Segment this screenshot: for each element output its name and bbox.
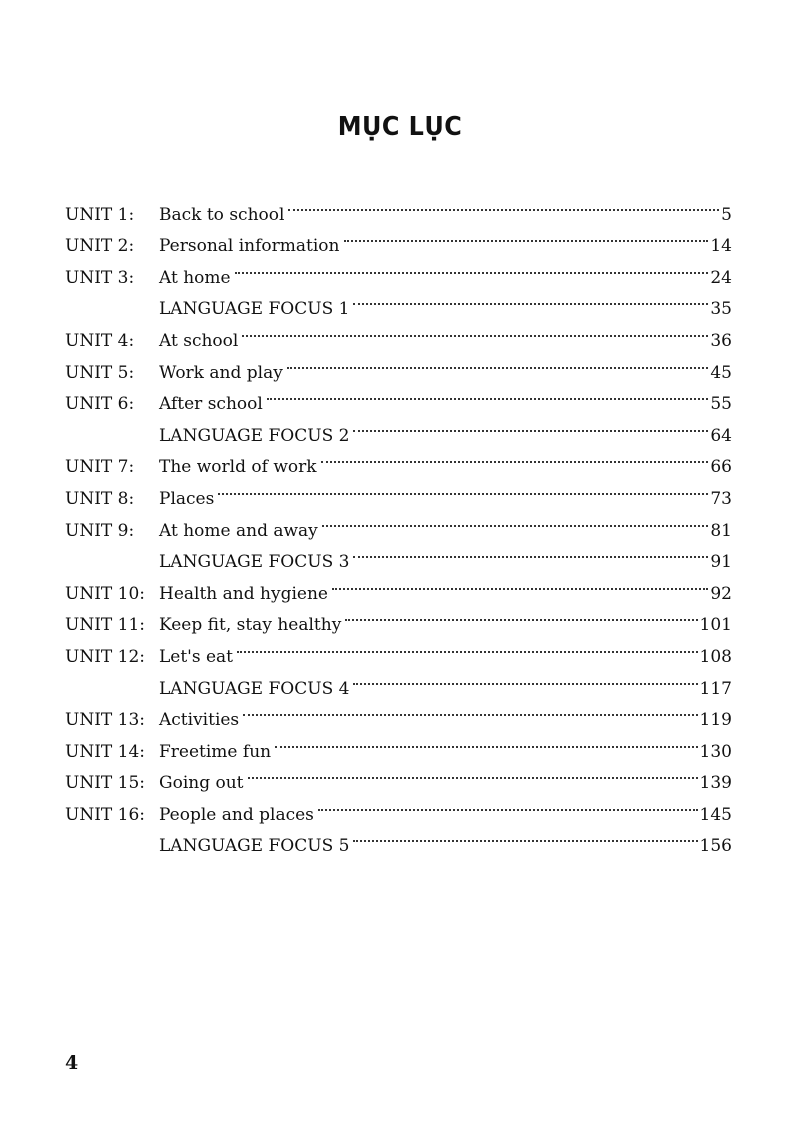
toc-unit-label: UNIT 11: (65, 615, 146, 636)
toc-entry-title: The world of work (159, 457, 317, 478)
toc-unit-label: UNIT 1: (65, 204, 135, 225)
toc-page-number: 36 (710, 330, 732, 351)
toc-unit-label: UNIT 15: (65, 773, 146, 794)
toc-entry-title: At school (159, 330, 239, 351)
toc-page-number: 156 (699, 836, 732, 857)
toc-unit-label: UNIT 2: (65, 236, 135, 257)
toc-page-number: 55 (710, 394, 732, 415)
dot-leader (353, 409, 708, 441)
toc-page-number: 66 (710, 457, 732, 478)
dot-leader (243, 694, 697, 726)
toc-entry-title: Places (159, 488, 215, 509)
toc-entry-title: LANGUAGE FOCUS 3 (159, 552, 350, 573)
toc-unit-label: UNIT 10: (65, 583, 146, 604)
table-of-contents (65, 188, 732, 857)
toc-unit-label: UNIT 3: (65, 267, 135, 288)
toc-unit-label: UNIT 13: (65, 710, 146, 731)
toc-page-number: 145 (699, 804, 732, 825)
toc-entry-title: After school (159, 394, 263, 415)
toc-entry-title: LANGUAGE FOCUS 1 (159, 299, 350, 320)
toc-unit-label: UNIT 12: (65, 646, 146, 667)
dot-leader (353, 820, 697, 852)
dot-leader (248, 757, 698, 789)
toc-page-number: 5 (721, 204, 732, 225)
toc-page-number: 73 (710, 488, 732, 509)
toc-unit-label: UNIT 5: (65, 362, 135, 383)
toc-page-number: 117 (699, 678, 732, 699)
toc-page-number: 101 (699, 615, 732, 636)
page-title: MỤC LỤC (337, 112, 463, 142)
toc-entry-title: At home and away (159, 520, 318, 541)
dot-leader (318, 788, 698, 820)
toc-unit-label: UNIT 8: (65, 488, 135, 509)
dot-leader (242, 314, 708, 346)
page-number: 4 (65, 1052, 79, 1074)
dot-leader (275, 725, 697, 757)
dot-leader (321, 441, 709, 473)
dot-leader (235, 251, 709, 283)
toc-entry-title: People and places (159, 804, 314, 825)
toc-entry-title: LANGUAGE FOCUS 5 (159, 836, 350, 857)
toc-page-number: 45 (710, 362, 732, 383)
dot-leader (353, 662, 697, 694)
toc-page-number: 119 (699, 710, 732, 731)
dot-leader (332, 567, 708, 599)
toc-entry-title: LANGUAGE FOCUS 4 (159, 678, 350, 699)
dot-leader (345, 599, 697, 631)
dot-leader (267, 378, 709, 410)
dot-leader (322, 504, 709, 536)
toc-entry-title: Going out (159, 773, 244, 794)
dot-leader (344, 220, 709, 252)
toc-page-number: 64 (710, 425, 732, 446)
toc-unit-label: UNIT 14: (65, 741, 146, 762)
toc-entry-title: Health and hygiene (159, 583, 328, 604)
dot-leader (218, 472, 708, 504)
toc-page-number: 130 (699, 741, 732, 762)
toc-page-number: 81 (710, 520, 732, 541)
dot-leader (353, 536, 708, 568)
toc-page-number: 24 (710, 267, 732, 288)
toc-page-number: 91 (710, 552, 732, 573)
toc-unit-label: UNIT 6: (65, 394, 135, 415)
toc-entry-title: Work and play (159, 362, 283, 383)
toc-page-number: 139 (699, 773, 732, 794)
toc-entry-title: At home (159, 267, 231, 288)
toc-unit-label: UNIT 9: (65, 520, 135, 541)
toc-entry-title: Freetime fun (159, 741, 272, 762)
dot-leader (287, 346, 709, 378)
toc-page-number: 92 (710, 583, 732, 604)
toc-unit-label: UNIT 16: (65, 804, 146, 825)
toc-entry-title: Let's eat (159, 646, 234, 667)
toc-page-number: 14 (710, 236, 732, 257)
toc-unit-label: UNIT 7: (65, 457, 135, 478)
toc-entry-title: Personal information (159, 236, 340, 257)
toc-unit-label: UNIT 4: (65, 330, 135, 351)
dot-leader (237, 630, 698, 662)
toc-page-number: 108 (699, 646, 732, 667)
toc-page-number: 35 (710, 299, 732, 320)
toc-entry-title: Keep fit, stay healthy (159, 615, 342, 636)
toc-entry-title: LANGUAGE FOCUS 2 (159, 425, 350, 446)
toc-entry-title: Back to school (159, 204, 285, 225)
toc-entry-title: Activities (159, 710, 240, 731)
toc-entry (65, 188, 732, 225)
dot-leader (353, 283, 708, 315)
dot-leader (288, 188, 719, 220)
